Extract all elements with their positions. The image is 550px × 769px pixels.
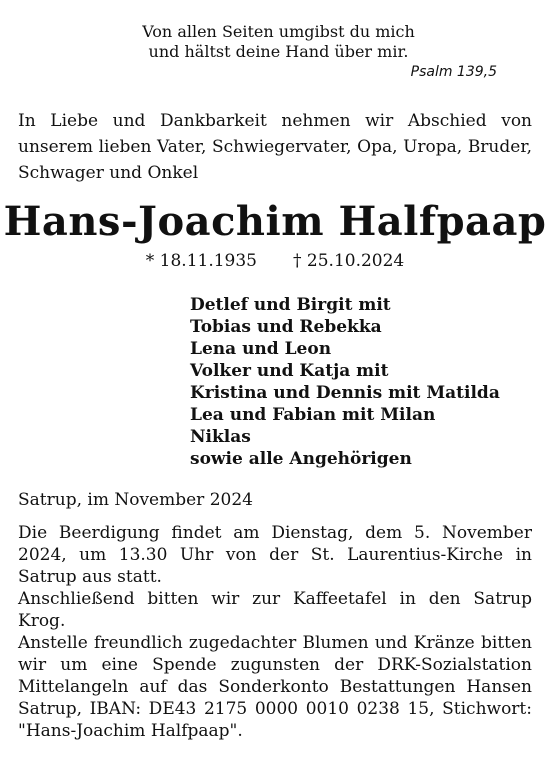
death-date: † 25.10.2024 xyxy=(293,251,405,271)
family-member: sowie alle Angehörigen xyxy=(190,449,412,469)
quote-line: Von allen Seiten umgibst du mich xyxy=(142,22,415,41)
family-member: Tobias und Rebekka xyxy=(190,317,382,337)
family-member: Volker und Katja mit xyxy=(190,361,389,381)
birth-date: * 18.11.1935 xyxy=(145,251,257,271)
bible-quote xyxy=(0,22,550,62)
coffee-paragraph: Anschließend bitten wir zur Kaffeetafel in den Satrup Krog. xyxy=(18,589,532,631)
family-member: Lena und Leon xyxy=(190,339,332,359)
funeral-paragraph: Die Beerdigung findet am Dienstag, dem 5. November 2024, um 13.30 Uhr von der St. Laurentius-Kirche in Satrup aus statt. xyxy=(18,523,532,587)
place-date: Satrup, im November 2024 xyxy=(18,490,253,510)
deceased-name: Hans-Joachim Halfpaap xyxy=(3,198,547,245)
donation-paragraph: Anstelle freundlich zugedachter Blumen und Kränze bitten wir um eine Spende zugunsten der DRK-Sozialstation Mittelangeln auf das Sonderkonto Bestattungen Hansen Satrup, IBAN: DE43 2175 0000 0010 0238 15, Stichwort: "Hans-Joachim Halfpaap". xyxy=(18,633,532,741)
quote-source: Psalm 139,5 xyxy=(410,64,497,80)
family-member: Lea und Fabian mit Milan xyxy=(190,405,436,425)
intro-text: In Liebe und Dankbarkeit nehmen wir Abschied von unserem lieben Vater, Schwiegervater, Opa, Uropa, Bruder, Schwager und Onkel xyxy=(18,111,532,183)
life-dates xyxy=(0,250,550,272)
funeral-details xyxy=(18,522,532,742)
family-member: Kristina und Dennis mit Matilda xyxy=(190,383,500,403)
family-member: Detlef und Birgit mit xyxy=(190,295,391,315)
family-member: Niklas xyxy=(190,427,251,447)
quote-line: und hältst deine Hand über mir. xyxy=(148,42,409,61)
family-list xyxy=(190,294,500,470)
